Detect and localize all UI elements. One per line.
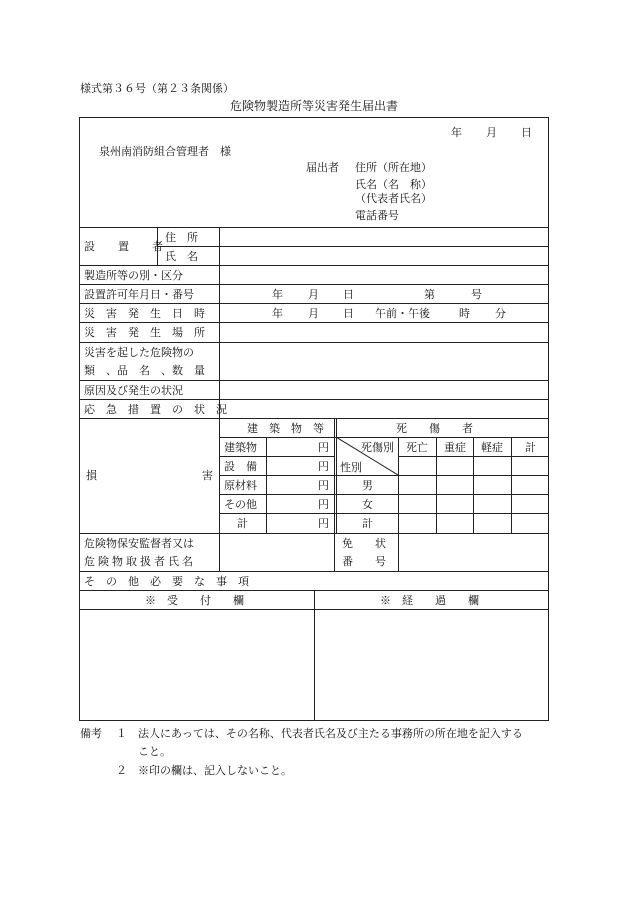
other-label: そ の 他 必 要 な 事 項	[84, 575, 249, 588]
bld-row-5-label: 計	[237, 517, 248, 530]
cas-row-total: 計	[362, 517, 373, 530]
disaster-hour: 時	[459, 307, 470, 320]
damage-label-b: 害	[202, 469, 213, 482]
date-day: 日	[521, 126, 532, 139]
date-year: 年	[451, 126, 462, 139]
permit-month: 月	[308, 288, 319, 301]
note-1-number: １	[116, 727, 127, 740]
progress-header: ※ 経 過 欄	[380, 594, 479, 607]
disaster-ampm: 午前・午後	[375, 307, 430, 320]
disaster-place-label: 災 害 発 生 場 所	[84, 326, 205, 339]
cas-col-minor: 軽症	[481, 441, 503, 454]
disaster-year: 年	[272, 307, 283, 320]
note-2-number: ２	[116, 764, 127, 777]
permit-no-prefix: 第	[424, 288, 435, 301]
bld-row-2-label: 設 備	[224, 460, 257, 473]
supervisor-label-2: 危険物取扱者氏名	[84, 555, 196, 568]
reception-header: ※ 受 付 欄	[145, 594, 244, 607]
cas-col-serious: 重症	[444, 441, 466, 454]
bld-row-5-unit: 円	[318, 517, 329, 530]
cause-label: 原因及び発生の状況	[84, 384, 183, 397]
emergency-label: 応 急 措 置 の 状 況	[84, 403, 227, 416]
cas-row-female: 女	[362, 498, 373, 511]
note-2-text: ※印の欄は、記入しないこと。	[138, 764, 292, 777]
hazmat-label-1: 災害を起した危険物の	[84, 346, 194, 359]
facility-type-label: 製造所等の別・区分	[84, 269, 183, 282]
applicant-phone: 電話番号	[355, 209, 399, 222]
permit-day: 日	[343, 288, 354, 301]
addressee: 泉州南消防組合管理者 様	[99, 145, 231, 158]
installer-address-label: 住 所	[165, 231, 198, 244]
installer-label: 設 置 者	[84, 240, 169, 253]
applicant-address: 住所（所在地）	[355, 161, 432, 174]
applicant-label: 届出者	[306, 161, 339, 174]
permit-no-suffix: 号	[471, 288, 482, 301]
bld-row-4-unit: 円	[318, 498, 329, 511]
bld-row-1-unit: 円	[318, 441, 329, 454]
date-month: 月	[486, 126, 497, 139]
cas-col-death: 死亡	[406, 441, 428, 454]
casualties-header: 死 傷 者	[396, 422, 473, 435]
cas-row-male: 男	[362, 479, 373, 492]
permit-date-label: 設置許可年月日・番号	[84, 288, 194, 301]
cas-diag-bottom: 性別	[340, 461, 362, 474]
bld-row-2-unit: 円	[318, 460, 329, 473]
disaster-day: 日	[343, 307, 354, 320]
buildings-header: 建 築 物 等	[247, 422, 324, 435]
permit-year: 年	[272, 288, 283, 301]
cas-col-total: 計	[525, 441, 536, 454]
notes-label: 備考	[80, 727, 102, 740]
cas-diag-top: 死傷別	[361, 441, 394, 454]
hazmat-label-2: 類 、品 名 、数 量	[84, 364, 205, 377]
note-1-text-a: 法人にあっては、その名称、代表者氏名及び主たる事務所の所在地を記入する	[138, 727, 523, 740]
form-number: 様式第３６号（第２３条関係）	[80, 82, 234, 95]
form-title: 危険物製造所等災害発生届出書	[230, 99, 399, 113]
disaster-time-label: 災 害 発 生 日 時	[84, 307, 205, 320]
supervisor-label-1: 危険物保安監督者又は	[84, 537, 194, 550]
bld-row-4-label: その他	[224, 498, 257, 511]
installer-name-label: 氏 名	[165, 250, 198, 263]
license-label-2: 番 号	[342, 555, 386, 568]
applicant-name: 氏名（名 称）	[355, 178, 432, 191]
bld-row-3-label: 原材料	[224, 479, 257, 492]
disaster-month: 月	[308, 307, 319, 320]
license-label-1: 免 状	[342, 537, 386, 550]
bld-row-1-label: 建築物	[224, 441, 257, 454]
applicant-rep: （代表者氏名）	[355, 192, 432, 205]
disaster-minute: 分	[495, 307, 506, 320]
damage-label-a: 損	[86, 469, 97, 482]
note-1-text-b: こと。	[138, 745, 171, 758]
bld-row-3-unit: 円	[318, 479, 329, 492]
